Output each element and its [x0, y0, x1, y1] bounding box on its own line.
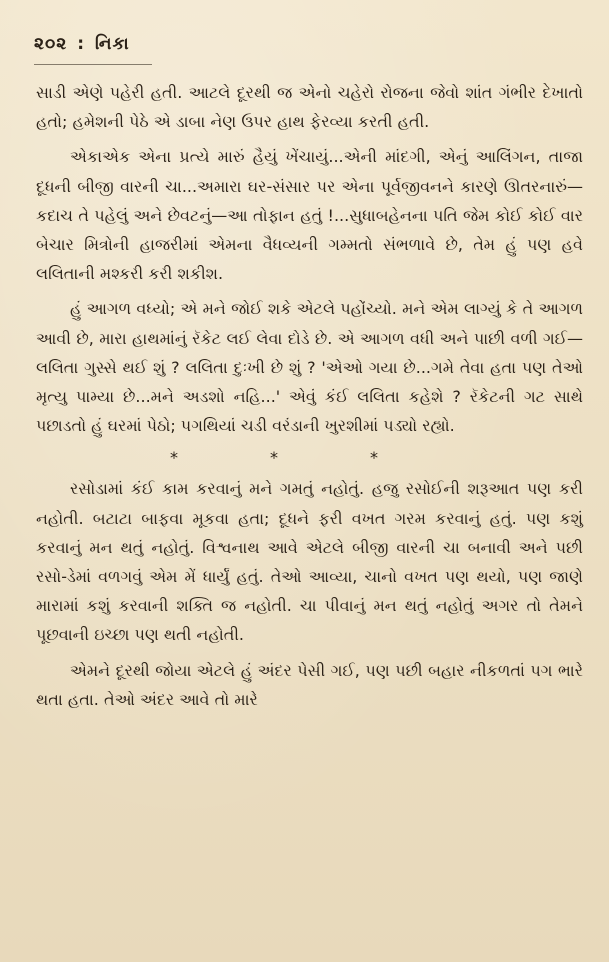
paragraph-1: સાડી એણે પહેરી હતી. આટલે દૂરથી જ એનો ચહેરો રોજના જેવો શાંત ગંભીર દેખાતો હતો; હમેશની પેઠે એ ડાબા નેણ ઉપર હાથ ફેરવ્યા કરતી હતી.	[36, 83, 583, 132]
page-header	[34, 34, 130, 64]
page-number: ૨૦૨	[34, 34, 68, 54]
body-text	[36, 78, 583, 714]
header-rule	[34, 64, 152, 65]
paragraph-3: હું આગળ વધ્યો; એ મને જોઈ શકે એટલે પહોંચ્યો. મને એમ લાગ્યું કે તે આગળ આવી છે, મારા હાથમાંનું રૅકેટ લઈ લેવા દોડે છે. એ આગળ વધી અને પાછી વળી ગઈ—લલિતા ગુસ્સે થઈ શું ? લલિતા દુઃખી છે શું ? 'એઓ ગયા છે...ગમે તેવા હતા પણ તેઓ મૃત્યુ પામ્યા છે...મને અડશો નહિ...' એવું કંઈ લલિતા કહેશે ? રૅકેટની ગટ સાથે પછાડતો હું ઘરમાં પેઠો; પગથિયાં ચડી વરંડાની ખુરશીમાં પડ્યો રહ્યો.	[36, 299, 583, 436]
paragraph-4: રસોડામાં કંઈ કામ કરવાનું મને ગમતું નહોતું. હજુ રસોઈની શરૂઆત પણ કરી નહોતી. બટાટા બાફવા મૂકવા હતા; દૂધને ફરી વખત ગરમ કરવાનું હતું. પણ કશું કરવાનું મન થતું નહોતું. વિશ્વનાથ આવે એટલે બીજી વારની ચા બનાવી અને પછી રસો-ડેમાં વળગવું એમ મેં ધાર્યું હતું. તેઓ આવ્યા, ચાનો વખત પણ થયો, પણ જાણે મારામાં કશું કરવાની શક્તિ જ નહોતી. ચા પીવાનું મન થતું નહોતું અગર તો તેમને પૂછવાની ઇચ્છા પણ થતી નહોતી.	[36, 479, 583, 645]
running-title: નિકા	[95, 34, 130, 54]
section-break	[124, 444, 424, 470]
section-break-mark: *	[270, 447, 278, 467]
header-separator: :	[77, 34, 86, 54]
section-break-mark: *	[370, 447, 378, 467]
paragraph-5: એમને દૂરથી જોયા એટલે હું અંદર પેસી ગઈ, પણ પછી બહાર નીકળતાં પગ ભારે થતા હતા. તેઓ અંદર આવે તો મારે	[36, 660, 583, 709]
paragraph-2: એકાએક એના પ્રત્યે મારું હૈયું ખેંચાયું...એની માંદગી, એનું આલિંગન, તાજા દૂધની બીજી વારની ચા...અમારા ઘર-સંસાર પર એના પૂર્વજીવનને કારણે ઊતરનારું—કદાચ તે પહેલું અને છેવટનું—આ તોફાન હતું !...સુધાબહેનના પતિ જેમ કોઈ કોઈ વાર બેચાર મિત્રોની હાજરીમાં એમના વૈધવ્યની ગમ્મતો સંભળાવે છે, તેમ હું પણ હવે લલિતાની મશ્કરી કરી શકીશ.	[36, 147, 583, 284]
section-break-mark: *	[170, 447, 178, 467]
